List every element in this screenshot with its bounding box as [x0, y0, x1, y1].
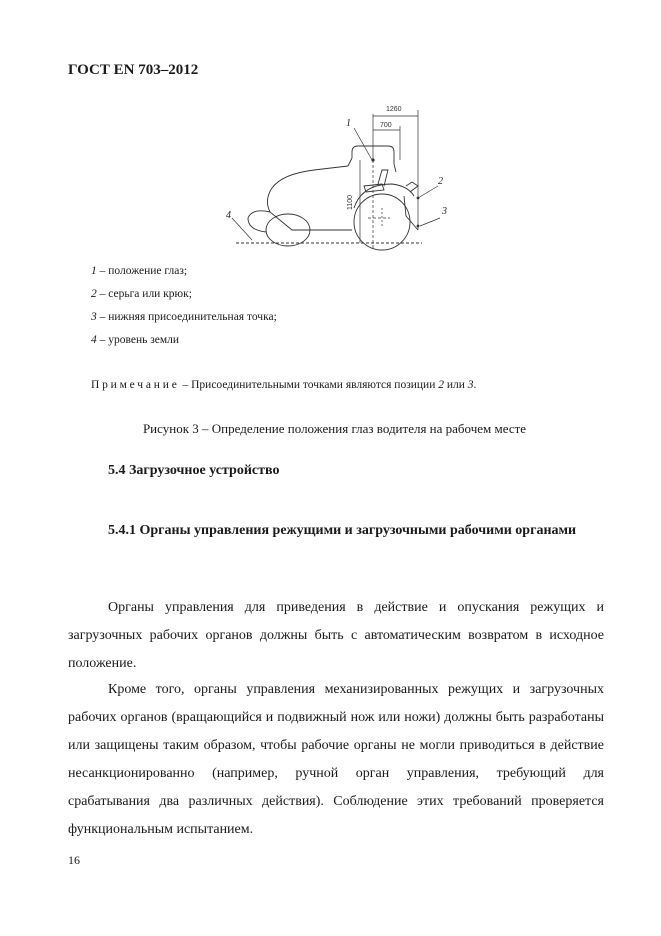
legend-item: 2 – серьга или крюк; [91, 288, 192, 300]
body-paragraph: Кроме того, органы управления механизированных режущих и загрузочных рабочих органов (вращающийся и подвижный нож или ножи) должны быть разработаны или защищены таким образом, чтобы рабочие органы не могли приводиться в действие несанкционированно (например, ручной орган управления, требующий для срабатывания два различных действия). Соблюдение этих требований проверяется функциональным испытанием. [68, 682, 604, 837]
document-code: ГОСТ EN 703–2012 [68, 62, 199, 78]
legend-item: 1 – положение глаз; [91, 265, 188, 277]
body-paragraph: Органы управления для приведения в действие и опускания режущих и загрузочных рабочих органов должны быть с автоматическим возвратом в исходное положение. [68, 600, 604, 671]
subsection-heading: 5.4.1 Органы управления режущими и загрузочными рабочими органами [108, 523, 577, 538]
callout-2: 2 [438, 176, 443, 187]
dim-label-top: 1260 [386, 106, 402, 113]
dim-label-mid: 700 [380, 122, 392, 129]
legend-item: 3 – нижняя присоединительная точка; [91, 311, 277, 323]
figure-note: Примечание – Присоединительными точками являются позиции 2 или 3. [91, 379, 477, 391]
figure-caption: Рисунок 3 – Определение положения глаз водителя на рабочем месте [142, 421, 527, 436]
section-heading: 5.4 Загрузочное устройство [108, 463, 280, 478]
page-number: 16 [68, 853, 80, 867]
callout-4: 4 [226, 210, 231, 221]
legend-item: 4 – уровень земли [91, 334, 180, 346]
tractor-figure [222, 100, 452, 252]
callout-3: 3 [442, 206, 447, 217]
dim-label-vertical: 1100 [347, 194, 354, 210]
hood-outline [267, 166, 352, 230]
note-label: Примечание [91, 379, 180, 391]
callout-1: 1 [346, 118, 351, 129]
